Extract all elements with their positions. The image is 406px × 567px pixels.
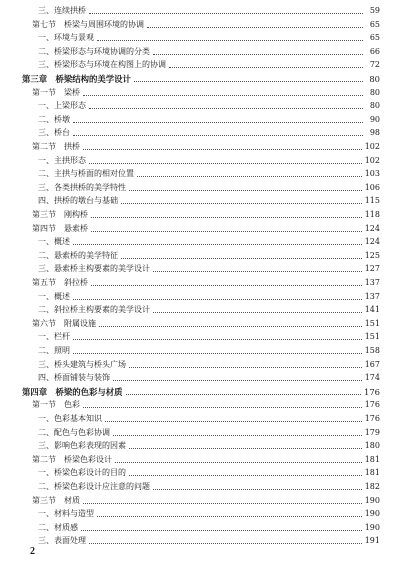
toc-section <box>32 397 380 410</box>
leader-dots <box>83 148 362 150</box>
toc-page-number: 106 <box>364 182 380 192</box>
toc-label: 第六节 附属设施 <box>32 318 96 328</box>
leader-dots <box>134 80 363 82</box>
toc-item <box>38 234 380 247</box>
toc-section <box>32 316 380 329</box>
toc-item <box>38 3 380 16</box>
toc-item <box>38 411 380 424</box>
toc-item <box>38 261 380 274</box>
toc-item <box>38 370 380 383</box>
leader-dots <box>113 434 362 436</box>
toc-item <box>38 533 380 546</box>
toc-page-number: 151 <box>364 318 380 328</box>
toc-page-number: 141 <box>364 305 380 315</box>
toc-label: 第一节 梁桥 <box>32 87 80 97</box>
leader-dots <box>129 366 362 368</box>
toc-item <box>38 180 380 193</box>
toc-chapter <box>22 384 380 397</box>
toc-page-number: 191 <box>364 536 380 546</box>
toc-page-number: 137 <box>364 278 380 287</box>
leader-dots <box>73 134 363 136</box>
leader-dots <box>169 66 363 68</box>
toc-page-number: 65 <box>369 19 380 29</box>
toc-label: 二、桥梁形态与环境协调的分类 <box>38 46 150 56</box>
leader-dots <box>99 325 362 327</box>
toc-label: 一、概述 <box>38 291 70 301</box>
toc-label: 一、桥梁色彩设计的目的 <box>38 468 126 478</box>
toc-section <box>32 493 380 506</box>
toc-page-number: 80 <box>369 87 380 97</box>
toc-item <box>38 438 380 451</box>
toc-label: 第七节 桥梁与周围环境的协调 <box>32 19 144 29</box>
toc-item <box>38 506 380 519</box>
toc-page-number: 102 <box>364 142 380 151</box>
toc-page-number: 190 <box>364 509 380 519</box>
toc-label: 三、桥梁形态与环境在构图上的协调 <box>38 60 166 70</box>
toc-section <box>32 85 380 98</box>
toc-page-number: 124 <box>364 223 380 233</box>
toc-item <box>38 98 380 111</box>
leader-dots <box>115 461 362 463</box>
leader-dots <box>126 393 362 395</box>
leader-dots <box>105 420 362 422</box>
toc-page-number: 124 <box>364 237 380 247</box>
toc-label: 一、色彩基本知识 <box>38 414 102 423</box>
toc-item <box>38 357 380 370</box>
leader-dots <box>153 311 362 313</box>
leader-dots <box>97 515 362 517</box>
leader-dots <box>83 502 362 504</box>
leader-dots <box>73 243 362 245</box>
toc-page-number: 179 <box>364 427 380 437</box>
toc-item <box>38 57 380 70</box>
toc-page-number: 176 <box>364 386 380 397</box>
toc-label: 三、桥头建筑与桥头广场 <box>38 359 126 369</box>
toc-page-number: 137 <box>364 291 380 301</box>
toc-label: 一、主拱形态 <box>38 155 86 165</box>
leader-dots <box>81 529 362 531</box>
toc-label: 二、照明 <box>38 346 70 355</box>
leader-dots <box>137 175 362 177</box>
leader-dots <box>153 53 363 55</box>
toc-page-number: 98 <box>369 128 380 138</box>
leader-dots <box>113 379 362 381</box>
leader-dots <box>129 447 362 449</box>
toc-item <box>38 289 380 302</box>
toc-item <box>38 193 380 206</box>
leader-dots <box>121 202 362 204</box>
toc-page-number: 72 <box>369 60 380 70</box>
toc-section <box>32 221 380 234</box>
leader-dots <box>73 338 362 340</box>
toc-label: 四、拱桥的墩台与基础 <box>38 196 118 206</box>
toc-label: 二、配色与色彩协调 <box>38 427 110 437</box>
toc-page-number: 90 <box>369 114 380 124</box>
toc-page-number: 125 <box>364 250 380 260</box>
toc-page-number: 102 <box>364 155 380 165</box>
leader-dots <box>153 270 362 272</box>
toc-label: 第四节 悬索桥 <box>32 223 88 233</box>
toc-section <box>32 17 380 30</box>
leader-dots <box>97 39 363 41</box>
leader-dots <box>89 107 363 109</box>
toc-label: 二、桥墩 <box>38 114 70 124</box>
toc-page-number: 65 <box>369 33 380 43</box>
toc-page-number: 80 <box>369 74 380 84</box>
leader-dots <box>129 474 362 476</box>
toc-item <box>38 125 380 138</box>
page-number: 2 <box>30 546 35 557</box>
toc-chapter <box>22 71 380 84</box>
toc-page-number: 190 <box>364 495 380 505</box>
leader-dots <box>83 406 362 408</box>
leader-dots <box>83 94 363 96</box>
toc-label: 四、桥面铺装与装饰 <box>38 373 110 383</box>
toc-label: 二、材质感 <box>38 522 78 532</box>
toc-page-number: 158 <box>364 346 380 355</box>
toc-label: 第一节 色彩 <box>32 400 80 410</box>
toc-page-number: 127 <box>364 264 380 274</box>
toc-label: 二、桥梁色彩设计应注意的问题 <box>38 482 150 491</box>
toc-label: 三、连续拱桥 <box>38 6 86 15</box>
toc-page-number: 176 <box>364 414 380 423</box>
toc-section <box>32 452 380 465</box>
toc-label: 三、桥台 <box>38 128 70 138</box>
toc-item <box>38 329 380 342</box>
toc-page-number: 66 <box>369 46 380 56</box>
leader-dots <box>129 189 362 191</box>
toc-section <box>32 139 380 152</box>
toc-page-number: 182 <box>364 482 380 491</box>
leader-dots <box>73 298 362 300</box>
toc-item <box>38 302 380 315</box>
toc-item <box>38 30 380 43</box>
toc-page-number: 151 <box>364 332 380 342</box>
leader-dots <box>89 542 362 544</box>
toc-label: 第三节 刚构桥 <box>32 210 88 219</box>
leader-dots <box>91 230 362 232</box>
toc-label: 第三章 桥梁结构的美学设计 <box>22 74 131 84</box>
toc-label: 三、影响色彩表现的因素 <box>38 441 126 451</box>
toc-label: 一、上梁形态 <box>38 101 86 111</box>
toc-page-number: 80 <box>369 101 380 111</box>
leader-dots <box>153 488 362 490</box>
toc-label: 一、栏杆 <box>38 332 70 342</box>
toc-section <box>32 275 380 288</box>
toc-label: 一、概述 <box>38 237 70 247</box>
toc-page-number: 115 <box>364 196 380 206</box>
toc-page-number: 181 <box>364 468 380 478</box>
toc-page-number: 181 <box>364 454 380 464</box>
toc-item <box>38 44 380 57</box>
toc-label: 一、环境与景观 <box>38 33 94 43</box>
toc-section <box>32 207 380 220</box>
toc-label: 二、悬索桥的美学特征 <box>38 250 118 260</box>
toc-page-number: 59 <box>369 6 380 15</box>
toc-label: 一、材料与造型 <box>38 509 94 519</box>
toc-page-number: 176 <box>364 400 380 410</box>
toc-label: 三、表面处理 <box>38 536 86 546</box>
toc-item <box>38 520 380 533</box>
toc-label: 三、悬索桥主构要素的美学设计 <box>38 264 150 274</box>
leader-dots <box>91 284 362 286</box>
toc-page-number: 174 <box>364 373 380 383</box>
toc-item <box>38 248 380 261</box>
toc-page-number: 118 <box>364 210 380 219</box>
toc-item <box>38 479 380 492</box>
toc-label: 第三节 材质 <box>32 495 80 505</box>
toc-label: 二、斜拉桥主构要素的美学设计 <box>38 305 150 315</box>
leader-dots <box>89 12 363 14</box>
toc-page-number: 103 <box>364 169 380 179</box>
toc-label: 第五节 斜拉桥 <box>32 278 88 287</box>
leader-dots <box>147 26 363 28</box>
toc-page-number: 167 <box>364 359 380 369</box>
toc-page-number: 180 <box>364 441 380 451</box>
leader-dots <box>91 216 362 218</box>
leader-dots <box>73 121 363 123</box>
leader-dots <box>121 257 362 259</box>
leader-dots <box>73 352 362 354</box>
toc-item <box>38 112 380 125</box>
toc-label: 三、各类拱桥的美学特性 <box>38 182 126 192</box>
leader-dots <box>89 162 362 164</box>
toc-item <box>38 465 380 478</box>
toc-label: 第二节 拱桥 <box>32 142 80 151</box>
toc-item <box>38 153 380 166</box>
toc-item <box>38 425 380 438</box>
toc-label: 第二节 桥梁色彩设计 <box>32 454 112 464</box>
toc-item <box>38 166 380 179</box>
toc-label: 第四章 桥梁的色彩与材质 <box>22 386 123 397</box>
toc-page-number: 190 <box>364 522 380 532</box>
toc-item <box>38 343 380 356</box>
toc-label: 二、主拱与桥面的相对位置 <box>38 169 134 179</box>
